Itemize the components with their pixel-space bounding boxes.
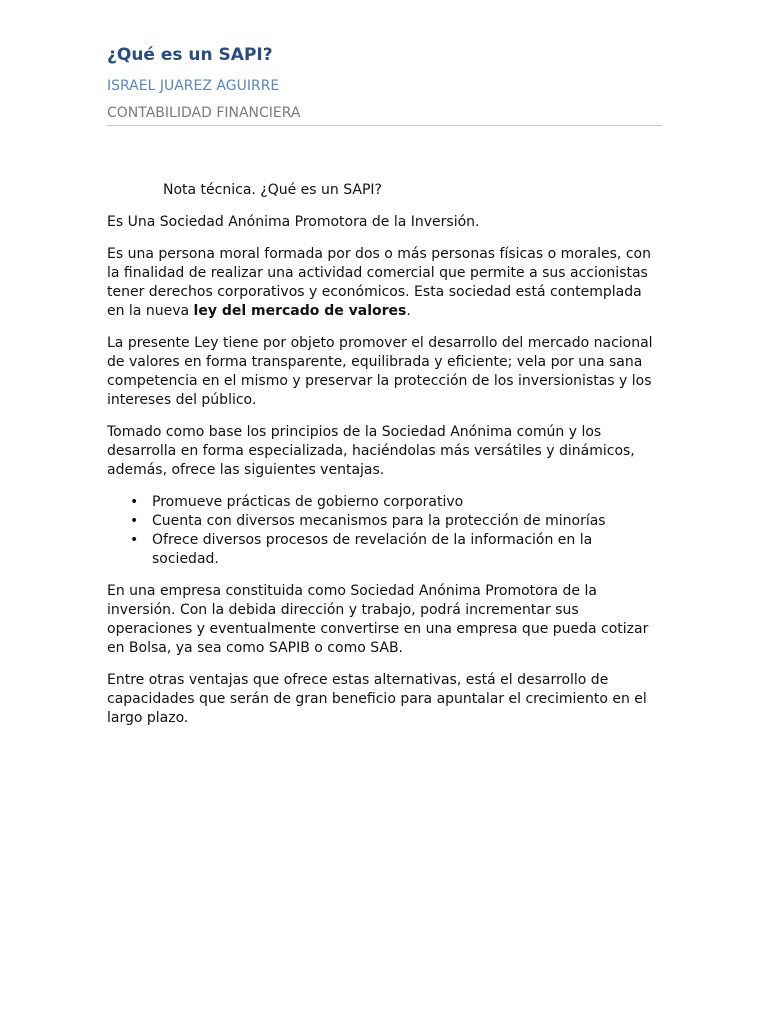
paragraph-2 (107, 245, 662, 321)
list-item-text: Cuenta con diversos mecanismos para la protección de minorías (152, 513, 606, 529)
document-content (107, 43, 662, 741)
paragraph-3: La presente Ley tiene por objeto promover el desarrollo del mercado nacional de valores en forma transparente, equilibrada y eficiente; vela por una sana competencia en el mismo y preservar la protección de los inversionistas y los intereses del público. (107, 335, 653, 408)
list-item (130, 512, 662, 531)
list-item-text: Ofrece diversos procesos de revelación de la información en la sociedad. (152, 532, 593, 567)
document-title: ¿Qué es un SAPI? (107, 45, 273, 65)
paragraph-2-bold: ley del mercado de valores (193, 303, 407, 319)
paragraph-2-end: . (406, 303, 411, 319)
paragraph-6: Entre otras ventajas que ofrece estas alternativas, está el desarrollo de capacidades que serán de gran beneficio para apuntalar el crecimiento en el largo plazo. (107, 672, 647, 726)
bullet-icon: • (130, 494, 139, 510)
bullet-icon: • (130, 532, 139, 548)
advantages-list (107, 493, 662, 569)
list-item (130, 531, 662, 569)
bullet-icon: • (130, 513, 139, 529)
paragraph-5: En una empresa constituida como Sociedad Anónima Promotora de la inversión. Con la debida dirección y trabajo, podrá incrementar sus operaciones y eventualmente convertirse en una empresa que pueda cotizar en Bolsa, ya sea como SAPIB o como SAB. (107, 583, 649, 656)
note-title: Nota técnica. ¿Qué es un SAPI? (163, 182, 382, 198)
document-body (107, 181, 662, 728)
list-item-text: Promueve prácticas de gobierno corporativo (152, 494, 464, 510)
paragraph-1: Es Una Sociedad Anónima Promotora de la Inversión. (107, 214, 480, 230)
author-name: ISRAEL JUAREZ AGUIRRE (107, 78, 280, 94)
paragraph-4: Tomado como base los principios de la Sociedad Anónima común y los desarrolla en forma especializada, haciéndolas más versátiles y dinámicos, además, ofrece las siguientes ventajas. (107, 424, 635, 478)
paragraph-2-text: Es una persona moral formada por dos o más personas físicas o morales, con la finalidad de realizar una actividad comercial que permite a sus accionistas tener derechos corporativos y económicos. Esta sociedad está contemplada en la nueva (107, 246, 651, 319)
list-item (130, 493, 662, 512)
course-name: CONTABILIDAD FINANCIERA (107, 103, 662, 126)
